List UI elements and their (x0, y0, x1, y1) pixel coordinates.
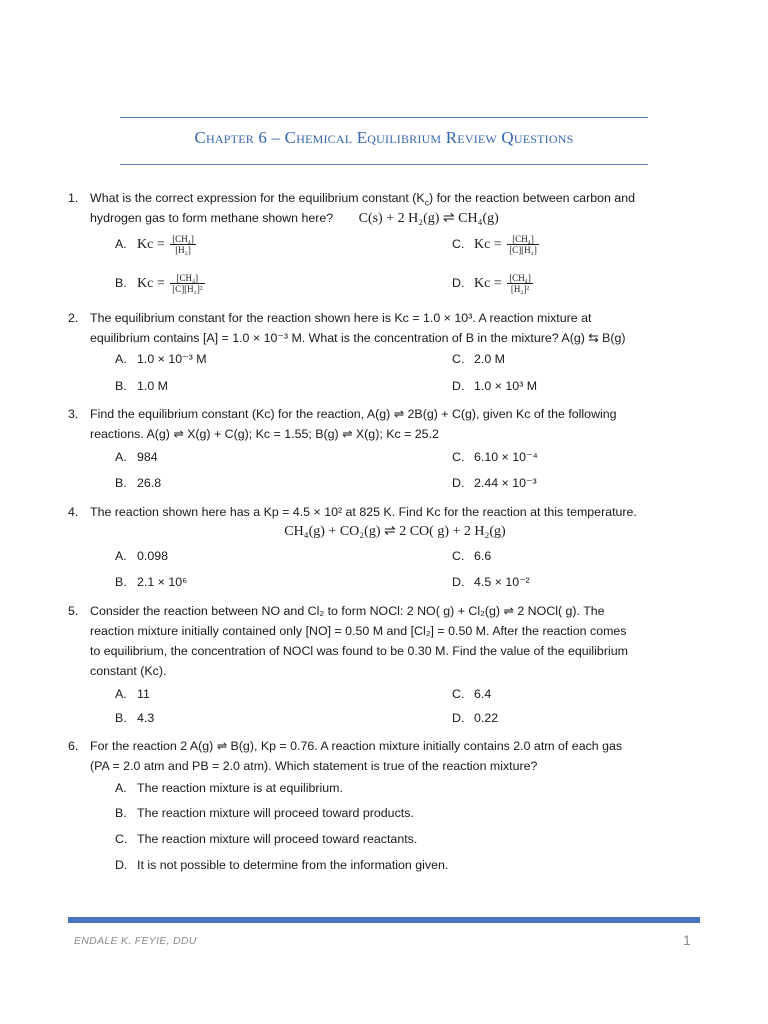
option-4d[interactable]: D. 4.5 × 10⁻² (452, 575, 530, 589)
title-top-rule (120, 117, 648, 118)
question-6 (68, 736, 700, 776)
option-2b[interactable]: B. 1.0 M (115, 379, 168, 393)
question-text-line: The reaction shown here has a Kp = 4.5 × 10² at 825 K. Find Kc for the reaction at this temperature. (90, 505, 637, 519)
option-3c[interactable]: C. 6.10 × 10⁻⁴ (452, 450, 538, 464)
question-5 (68, 601, 700, 681)
option-6d[interactable]: D. It is not possible to determine from the information given. (115, 858, 449, 872)
fraction: $\frac{\text{[CH₄]}}{\text{[H₂]²}}$ (509, 273, 531, 295)
question-text-line: to equilibrium, the concentration of NOCl was found to be 0.30 M. Find the value of the equilibrium (90, 644, 628, 658)
option-4b[interactable]: B. 2.1 × 10⁶ (115, 575, 188, 589)
option-1d[interactable]: D. Kc = $\frac{\text{[CH₄]}}{\text{[H₂]²}}$ (452, 273, 531, 295)
option-4c[interactable]: C. 6.6 (452, 549, 492, 563)
page-number: 1 (683, 932, 691, 948)
fraction: $\frac{\text{[CH₄]}}{\text{[C][H₂]²}}$ (172, 273, 203, 295)
question-number: 1. (68, 191, 79, 205)
fraction: $\frac{\text{[CH₄]}}{\text{[C][H₂]}}$ (509, 234, 537, 256)
question-text-line: constant (Kc). (90, 664, 167, 678)
option-5a[interactable]: A. 11 (115, 687, 150, 701)
option-6b[interactable]: B. The reaction mixture will proceed toward products. (115, 806, 414, 820)
option-5d[interactable]: D. 0.22 (452, 711, 499, 725)
question-text-line: What is the correct expression for the equilibrium constant $(K_c)$ for the reaction between carbon and (90, 191, 635, 208)
option-3b[interactable]: B. 26.8 (115, 476, 162, 490)
question-number: 5. (68, 604, 79, 618)
option-4a[interactable]: A. 0.098 (115, 549, 169, 563)
question-text-line: The equilibrium constant for the reaction shown here is Kc = 1.0 × 10³. A reaction mixture at (90, 311, 592, 325)
option-6c[interactable]: C. The reaction mixture will proceed toward reactants. (115, 832, 418, 846)
option-2a[interactable]: A. 1.0 × 10⁻³ M (115, 352, 207, 366)
option-1b[interactable]: B. Kc = $\frac{\text{[CH₄]}}{\text{[C][H₂]²}}$ (115, 273, 203, 295)
question-text-line: Find the equilibrium constant (Kc) for the reaction, A(g) ⇌ 2B(g) + C(g), given Kc of the following (90, 407, 617, 421)
question-number: 2. (68, 311, 79, 325)
reaction-equation: CH₄(g) + CO₂(g) ⇌ 2 CO( g) + 2 H₂(g) (284, 524, 506, 539)
reaction-equation: C(s) + 2 H₂(g) ⇌ CH₄(g) (358, 211, 499, 226)
fraction: $\frac{\text{[CH₄]}}{\text{[H₂]}}$ (172, 234, 194, 256)
question-number: 3. (68, 407, 79, 421)
question-4 (68, 502, 700, 542)
question-text-line: hydrogen gas to form methane shown here? C(s) + 2 H₂(g) ⇌ CH₄(g) (90, 211, 499, 226)
question-text-line: equilibrium contains [A] = 1.0 × 10⁻³ M. What is the concentration of B in the mixture? A(g) ⇆ B(g) (90, 331, 626, 345)
question-number: 6. (68, 739, 79, 753)
option-3a[interactable]: A. 984 (115, 450, 158, 464)
question-text-line: For the reaction 2 A(g) ⇌ B(g), Kp = 0.76. A reaction mixture initially contains 2.0 atm of each gas (90, 739, 623, 753)
title-bottom-rule (120, 164, 648, 165)
question-3 (68, 404, 700, 444)
option-2d[interactable]: D. 1.0 × 10³ M (452, 379, 538, 393)
question-number: 4. (68, 505, 79, 519)
question-2 (68, 308, 700, 348)
question-text-line: Consider the reaction between NO and Cl₂ to form NOCl: 2 NO( g) + Cl₂(g) ⇌ 2 NOCl( g). The (90, 604, 605, 618)
option-2c[interactable]: C. 2.0 M (452, 352, 505, 366)
option-5b[interactable]: B. 4.3 (115, 711, 155, 725)
option-5c[interactable]: C. 6.4 (452, 687, 492, 701)
option-1c[interactable]: C. Kc = $\frac{\text{[CH₄]}}{\text{[C][H₂]}}$ (452, 234, 537, 256)
page-title: Chapter 6 – Chemical Equilibrium Review Questions (194, 128, 574, 147)
question-text-line: reactions. A(g) ⇌ X(g) + C(g); Kc = 1.55; B(g) ⇌ X(g); Kc = 25.2 (90, 427, 439, 441)
question-text-line: reaction mixture initially contained only [NO] = 0.50 M and [Cl₂] = 0.50 M. After the reaction comes (90, 624, 627, 638)
footer-bar (68, 917, 700, 923)
option-6a[interactable]: A. The reaction mixture is at equilibrium. (115, 781, 343, 795)
question-text-line: (PA = 2.0 atm and PB = 2.0 atm). Which statement is true of the reaction mixture? (90, 759, 538, 773)
option-1a[interactable]: A. Kc = $\frac{\text{[CH₄]}}{\text{[H₂]}}$ (115, 234, 194, 256)
footer-author: ENDALE K. FEYIE, DDU (74, 935, 197, 947)
question-1 (68, 188, 700, 229)
option-3d[interactable]: D. 2.44 × 10⁻³ (452, 476, 537, 490)
